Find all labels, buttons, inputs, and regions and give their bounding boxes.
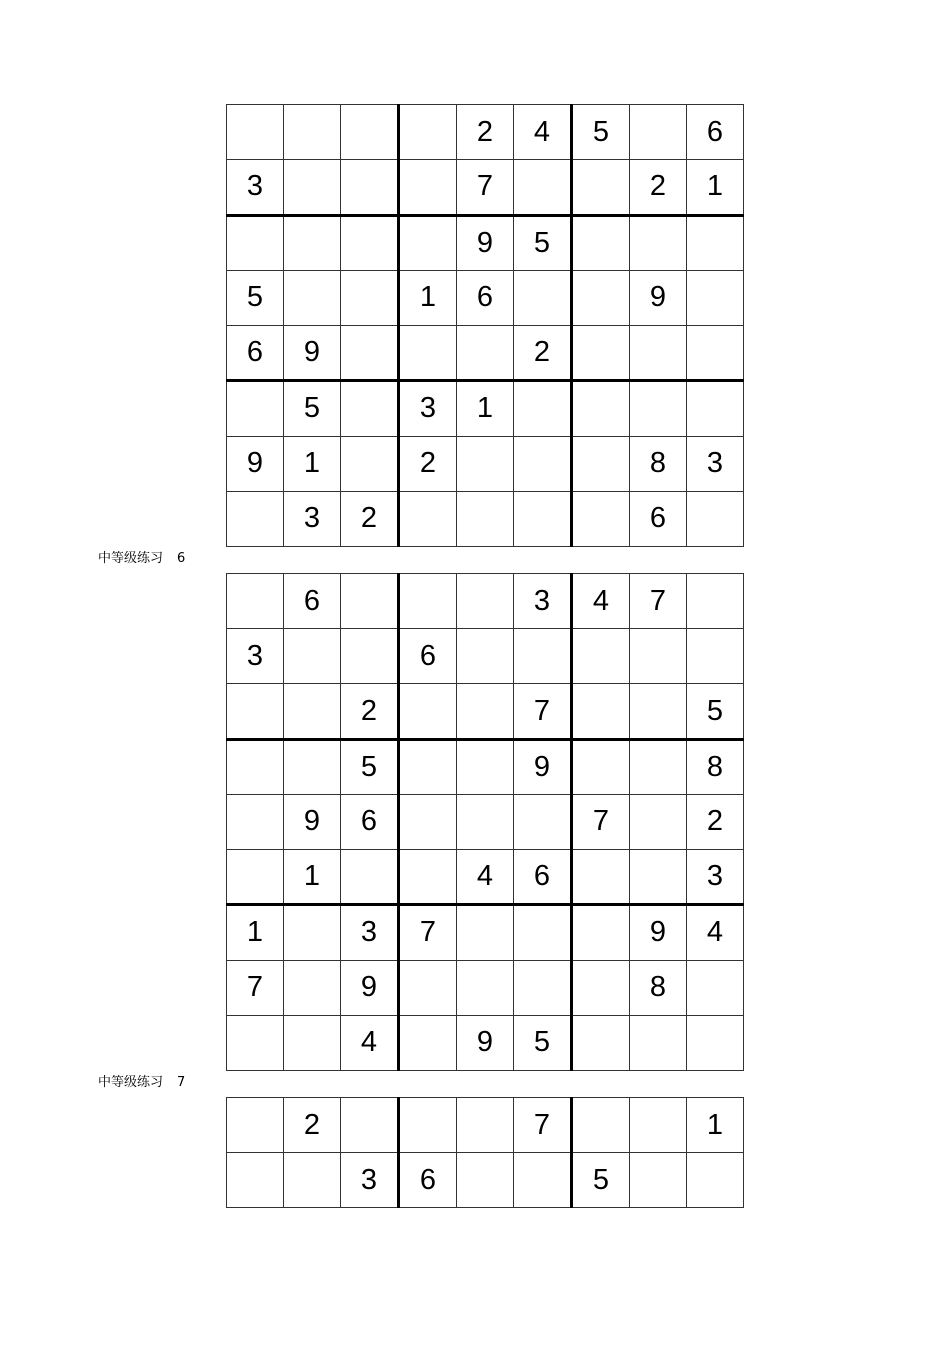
sudoku-cell: 5 [572, 1153, 630, 1208]
sudoku-cell [227, 684, 284, 739]
sudoku-cell: 5 [227, 270, 284, 325]
sudoku-cell: 1 [284, 436, 341, 491]
sudoku-cell [227, 215, 284, 270]
sudoku-cell [630, 629, 687, 684]
sudoku-cell: 9 [341, 960, 399, 1015]
sudoku-cell: 1 [227, 905, 284, 960]
sudoku-cell: 9 [284, 794, 341, 849]
sudoku-cell [284, 684, 341, 739]
sudoku-cell [572, 739, 630, 794]
sudoku-cell [457, 960, 514, 1015]
sudoku-cell: 3 [341, 905, 399, 960]
sudoku-cell [630, 381, 687, 436]
sudoku-cell [457, 1153, 514, 1208]
sudoku-grid-partial-top [226, 104, 744, 547]
sudoku-cell [514, 629, 572, 684]
sudoku-cell: 3 [227, 160, 284, 215]
sudoku-cell: 5 [572, 105, 630, 160]
sudoku-cell: 7 [514, 1098, 572, 1153]
sudoku-cell [572, 436, 630, 491]
puzzle-label [98, 551, 185, 567]
sudoku-cell: 3 [687, 436, 744, 491]
sudoku-cell: 2 [687, 794, 744, 849]
sudoku-cell: 2 [514, 326, 572, 381]
sudoku-cell: 7 [457, 160, 514, 215]
sudoku-row [227, 436, 744, 491]
sudoku-cell [399, 326, 457, 381]
sudoku-cell [399, 1098, 457, 1153]
sudoku-cell: 6 [227, 326, 284, 381]
sudoku-cell: 6 [457, 270, 514, 325]
sudoku-cell: 7 [227, 960, 284, 1015]
sudoku-cell [457, 794, 514, 849]
sudoku-cell: 5 [284, 381, 341, 436]
sudoku-cell: 4 [341, 1015, 399, 1070]
sudoku-cell [399, 960, 457, 1015]
sudoku-cell: 3 [284, 491, 341, 546]
sudoku-cell [457, 629, 514, 684]
sudoku-cell [630, 1153, 687, 1208]
sudoku-row [227, 1098, 744, 1153]
sudoku-cell [399, 794, 457, 849]
sudoku-cell: 7 [630, 574, 687, 629]
sudoku-cell: 6 [630, 491, 687, 546]
sudoku-cell [399, 850, 457, 905]
sudoku-cell [572, 1098, 630, 1153]
sudoku-row [227, 491, 744, 546]
sudoku-cell [457, 739, 514, 794]
sudoku-cell [227, 739, 284, 794]
sudoku-cell: 4 [457, 850, 514, 905]
sudoku-cell: 1 [687, 1098, 744, 1153]
sudoku-row [227, 739, 744, 794]
sudoku-cell [284, 160, 341, 215]
sudoku-cell: 8 [687, 739, 744, 794]
sudoku-cell [227, 1015, 284, 1070]
sudoku-cell: 6 [341, 794, 399, 849]
sudoku-row [227, 326, 744, 381]
sudoku-cell [572, 326, 630, 381]
sudoku-cell [284, 739, 341, 794]
sudoku-row [227, 629, 744, 684]
sudoku-cell: 1 [457, 381, 514, 436]
sudoku-cell: 1 [284, 850, 341, 905]
sudoku-cell: 9 [457, 1015, 514, 1070]
sudoku-cell [284, 105, 341, 160]
sudoku-cell [399, 491, 457, 546]
sudoku-cell: 2 [630, 160, 687, 215]
sudoku-cell: 9 [630, 905, 687, 960]
sudoku-grid-6 [226, 573, 744, 1071]
sudoku-cell [572, 905, 630, 960]
sudoku-cell [399, 1015, 457, 1070]
sudoku-cell: 9 [284, 326, 341, 381]
sudoku-cell [514, 491, 572, 546]
sudoku-cell: 8 [630, 960, 687, 1015]
sudoku-cell: 9 [457, 215, 514, 270]
sudoku-cell: 3 [687, 850, 744, 905]
sudoku-cell [572, 684, 630, 739]
sudoku-cell: 3 [227, 629, 284, 684]
sudoku-cell [572, 1015, 630, 1070]
sudoku-cell [341, 381, 399, 436]
sudoku-cell: 5 [514, 1015, 572, 1070]
sudoku-cell [227, 491, 284, 546]
sudoku-cell [630, 105, 687, 160]
puzzle-number: 7 [177, 1075, 186, 1090]
sudoku-cell [457, 574, 514, 629]
sudoku-row [227, 794, 744, 849]
sudoku-cell [341, 436, 399, 491]
sudoku-cell: 2 [284, 1098, 341, 1153]
sudoku-cell [284, 629, 341, 684]
sudoku-cell [457, 684, 514, 739]
sudoku-cell: 6 [687, 105, 744, 160]
sudoku-cell [341, 850, 399, 905]
sudoku-cell [572, 629, 630, 684]
sudoku-cell: 4 [687, 905, 744, 960]
sudoku-cell [227, 574, 284, 629]
sudoku-cell [630, 1015, 687, 1070]
sudoku-cell: 7 [572, 794, 630, 849]
sudoku-cell [399, 739, 457, 794]
sudoku-cell [687, 1153, 744, 1208]
sudoku-cell [572, 215, 630, 270]
sudoku-cell [399, 105, 457, 160]
sudoku-cell: 4 [572, 574, 630, 629]
sudoku-cell [227, 1153, 284, 1208]
sudoku-row [227, 574, 744, 629]
sudoku-row [227, 381, 744, 436]
sudoku-cell [630, 215, 687, 270]
sudoku-cell: 2 [457, 105, 514, 160]
puzzle-label [98, 1075, 185, 1091]
sudoku-cell [687, 960, 744, 1015]
sudoku-cell: 8 [630, 436, 687, 491]
sudoku-cell [630, 794, 687, 849]
sudoku-cell: 1 [399, 270, 457, 325]
sudoku-row [227, 160, 744, 215]
sudoku-row [227, 1153, 744, 1208]
sudoku-row [227, 905, 744, 960]
sudoku-cell [227, 105, 284, 160]
sudoku-cell [399, 574, 457, 629]
sudoku-cell [341, 160, 399, 215]
sudoku-cell: 1 [687, 160, 744, 215]
sudoku-cell: 9 [514, 739, 572, 794]
sudoku-cell [687, 574, 744, 629]
sudoku-cell [572, 960, 630, 1015]
sudoku-cell: 2 [341, 491, 399, 546]
sudoku-cell: 9 [227, 436, 284, 491]
sudoku-cell [630, 326, 687, 381]
sudoku-cell: 4 [514, 105, 572, 160]
sudoku-cell [687, 629, 744, 684]
sudoku-cell [399, 684, 457, 739]
sudoku-row [227, 270, 744, 325]
sudoku-cell [687, 215, 744, 270]
sudoku-cell: 7 [399, 905, 457, 960]
sudoku-cell [341, 215, 399, 270]
sudoku-cell [630, 1098, 687, 1153]
sudoku-cell [572, 381, 630, 436]
sudoku-row [227, 215, 744, 270]
sudoku-cell: 9 [630, 270, 687, 325]
sudoku-cell [284, 1015, 341, 1070]
sudoku-cell [341, 105, 399, 160]
sudoku-cell [341, 574, 399, 629]
sudoku-cell [341, 270, 399, 325]
sudoku-cell [572, 491, 630, 546]
sudoku-cell [514, 1153, 572, 1208]
sudoku-cell [227, 794, 284, 849]
sudoku-cell [227, 850, 284, 905]
sudoku-cell [457, 436, 514, 491]
sudoku-cell [514, 436, 572, 491]
sudoku-cell [399, 160, 457, 215]
sudoku-cell [514, 960, 572, 1015]
sudoku-cell [284, 960, 341, 1015]
sudoku-cell [572, 270, 630, 325]
sudoku-row [227, 850, 744, 905]
sudoku-cell: 2 [341, 684, 399, 739]
sudoku-row [227, 684, 744, 739]
sudoku-cell [399, 215, 457, 270]
sudoku-cell [630, 739, 687, 794]
puzzle-number: 6 [177, 551, 186, 566]
sudoku-cell: 3 [341, 1153, 399, 1208]
sudoku-cell: 6 [284, 574, 341, 629]
sudoku-cell [341, 1098, 399, 1153]
sudoku-cell [687, 491, 744, 546]
sudoku-cell [514, 905, 572, 960]
sudoku-cell [514, 270, 572, 325]
sudoku-cell [687, 1015, 744, 1070]
sudoku-cell [572, 160, 630, 215]
sudoku-cell: 2 [399, 436, 457, 491]
sudoku-cell: 5 [341, 739, 399, 794]
sudoku-cell: 6 [514, 850, 572, 905]
sudoku-cell [687, 381, 744, 436]
sudoku-row [227, 105, 744, 160]
sudoku-grid-7-partial [226, 1097, 744, 1208]
sudoku-cell: 6 [399, 1153, 457, 1208]
sudoku-cell: 5 [514, 215, 572, 270]
sudoku-cell: 7 [514, 684, 572, 739]
sudoku-cell: 3 [514, 574, 572, 629]
sudoku-cell [630, 684, 687, 739]
puzzle-label-text: 中等级练习 [98, 551, 164, 566]
sudoku-cell [341, 629, 399, 684]
sudoku-cell [687, 326, 744, 381]
sudoku-cell [227, 381, 284, 436]
sudoku-row [227, 960, 744, 1015]
sudoku-row [227, 1015, 744, 1070]
sudoku-cell [284, 270, 341, 325]
sudoku-cell [284, 1153, 341, 1208]
sudoku-cell [687, 270, 744, 325]
sudoku-cell [572, 850, 630, 905]
sudoku-cell: 3 [399, 381, 457, 436]
sudoku-cell [457, 326, 514, 381]
sudoku-cell: 5 [687, 684, 744, 739]
puzzle-label-text: 中等级练习 [98, 1075, 164, 1090]
sudoku-cell [284, 215, 341, 270]
sudoku-cell [284, 905, 341, 960]
sudoku-cell [457, 1098, 514, 1153]
sudoku-cell [341, 326, 399, 381]
sudoku-cell [457, 905, 514, 960]
sudoku-cell [630, 850, 687, 905]
sudoku-cell [514, 160, 572, 215]
sudoku-cell [514, 381, 572, 436]
sudoku-cell [457, 491, 514, 546]
sudoku-cell [514, 794, 572, 849]
sudoku-cell: 6 [399, 629, 457, 684]
sudoku-cell [227, 1098, 284, 1153]
